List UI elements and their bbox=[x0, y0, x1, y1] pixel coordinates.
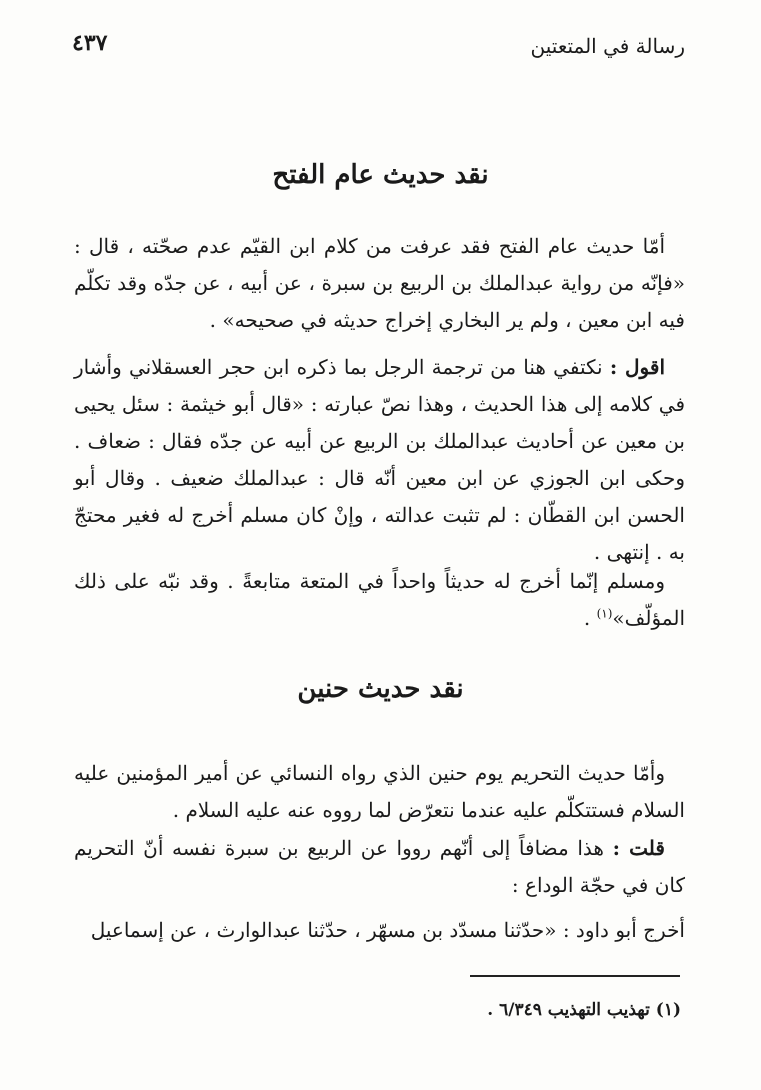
running-title: رسالة في المتعتين bbox=[530, 34, 685, 58]
paragraph bbox=[74, 228, 685, 339]
paragraph-lead: قلت : bbox=[612, 836, 665, 860]
footnote-reference[interactable]: (١) bbox=[596, 606, 613, 621]
paragraph bbox=[74, 912, 685, 949]
paragraph-text: وأمّا حديث التحريم يوم حنين الذي رواه النسائي عن أمير المؤمنين عليه السلام فستتكلّم عليه عندما نتعرّض لما رووه عنه عليه السلام . bbox=[74, 761, 685, 822]
section-heading-conquest-hadith: نقد حديث عام الفتح bbox=[272, 160, 489, 190]
paragraph-text: نكتفي هنا من ترجمة الرجل بما ذكره ابن حجر العسقلاني وأشار في كلامه إلى هذا الحديث ، وهذا نصّ عبارته : «قال أبو خيثمة : سئل يحيى بن معين عن أحاديث عبدالملك بن الربيع عن أبيه عن جدّه فقال : ضعاف . وحكى ابن الجوزي عن ابن معين أنّه قال : عبدالملك ضعيف . وقال أبو الحسن ابن القطّان : لم تثبت عدالته ، وإنْ كان مسلم أخرج له فغير محتجّ به . إنتهى . bbox=[74, 355, 685, 564]
footnote: (١) تهذيب التهذيب ٦/٣٤٩ . bbox=[487, 1000, 681, 1020]
paragraph-text: أمّا حديث عام الفتح فقد عرفت من كلام ابن القيّم عدم صحّته ، قال : «فإنّه من رواية عبدالملك بن الربيع بن سبرة ، عن أبيه ، عن جدّه وقد تكلّم فيه ابن معين ، ولم ير البخاري إخراج حديثه في صحيحه» . bbox=[74, 234, 685, 332]
footnote-divider bbox=[470, 975, 680, 977]
paragraph-tail: . bbox=[583, 606, 597, 630]
page-number: ٤٣٧ bbox=[72, 30, 108, 56]
paragraph bbox=[74, 349, 685, 571]
section-heading-hunayn-hadith: نقد حديث حنين bbox=[297, 674, 464, 704]
paragraph bbox=[74, 755, 685, 829]
paragraph-text: هذا مضافاً إلى أنّهم رووا عن الربيع بن سبرة نفسه أنّ التحريم كان في حجّة الوداع : bbox=[74, 836, 685, 897]
paragraph bbox=[74, 830, 685, 904]
paragraph-text: أخرج أبو داود : «حدّثنا مسدّد بن مسهّر ، حدّثنا عبدالوارث ، عن إسماعيل bbox=[90, 918, 685, 942]
paragraph bbox=[74, 563, 685, 637]
paragraph-lead: اقول : bbox=[609, 355, 665, 379]
paragraph-text: ومسلم إنّما أخرج له حديثاً واحداً في المتعة متابعةً . وقد نبّه على ذلك المؤلّف» bbox=[74, 569, 685, 630]
